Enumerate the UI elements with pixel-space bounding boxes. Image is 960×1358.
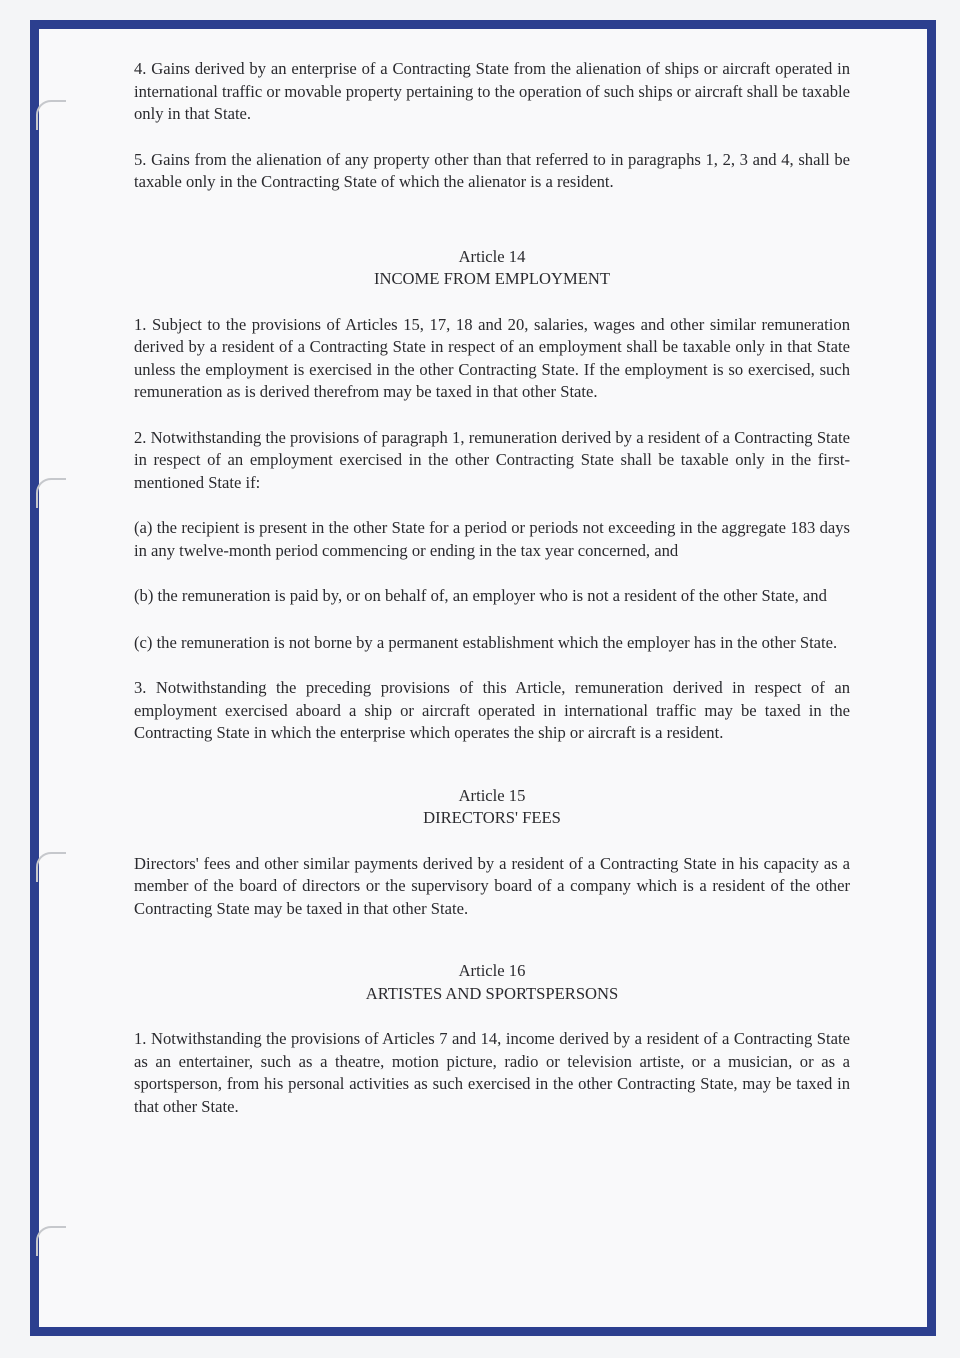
punch-hole-mark: [36, 478, 66, 508]
article-14-item-b: (b) the remuneration is paid by, or on behalf of, an employer who is not a resident of the other State, and: [134, 586, 827, 605]
article-14-title: INCOME FROM EMPLOYMENT: [373, 269, 610, 288]
article-14-paragraph-2: 2. Notwithstanding the provisions of paragraph 1, remuneration derived by a resident of a Contracting State in respect of an employment exercised in the other Contracting State shall be taxable only in the first-mentioned State if:: [134, 427, 850, 492]
article-14-item-a: (a) the recipient is present in the other State for a period or periods not exceeding in the aggregate 183 days in any twelve-month period commencing or ending in the tax year concerned, and: [134, 518, 850, 560]
paragraph-gains-4: 4. Gains derived by an enterprise of a Contracting State from the alienation of ships or aircraft operated in international traffic or movable property pertaining to the operation of such ships or aircraft shall be taxable only in that State.: [134, 59, 850, 123]
article-14-number: Article 14: [458, 246, 526, 266]
article-14-item-c: (c) the remuneration is not borne by a permanent establishment which the employer has in the other State.: [134, 632, 838, 652]
article-16-title: ARTISTES AND SPORTSPERSONS: [365, 983, 619, 1003]
article-15-title: DIRECTORS' FEES: [423, 808, 561, 827]
paragraph-gains-5: 5. Gains from the alienation of any property other than that referred to in paragraphs 1, 2, 3 and 4, shall be taxable only in the Contracting State of which the alienator is a resident.: [134, 149, 850, 191]
article-14-paragraph-3: 3. Notwithstanding the preceding provisions of this Article, remuneration derived in respect of an employment exercised aboard a ship or aircraft operated in international traffic may be taxed in the Contracting State in which the enterprise which operates the ship or aircraft is a resident.: [134, 678, 850, 742]
article-16-paragraph-1: 1. Notwithstanding the provisions of Articles 7 and 14, income derived by a resident of a Contracting State as an entertainer, such as a theatre, motion picture, radio or television artiste, or a musician, or as a sportsperson, from his personal activities as such exercised in the other Contracting State, may be taxed in that other State.: [134, 1029, 850, 1116]
punch-hole-mark: [36, 1226, 66, 1256]
document-body: [134, 58, 850, 1118]
article-14-paragraph-1: 1. Subject to the provisions of Articles 15, 17, 18 and 20, salaries, wages and other similar remuneration derived by a resident of a Contracting State in respect of an employment shall be taxable only in that State unless the employment is exercised in the other Contracting State. If the employment is so exercised, such remuneration as is derived therefrom may be taxed in that other State.: [134, 314, 850, 401]
article-15-number: Article 15: [458, 785, 526, 805]
punch-hole-mark: [36, 852, 66, 882]
article-15-paragraph: Directors' fees and other similar payments derived by a resident of a Contracting State in his capacity as a member of the board of directors or the supervisory board of a company which is a resident of the other Contracting State may be taxed in that other State.: [134, 853, 850, 918]
punch-hole-mark: [36, 100, 66, 130]
article-16-number: Article 16: [458, 961, 526, 980]
